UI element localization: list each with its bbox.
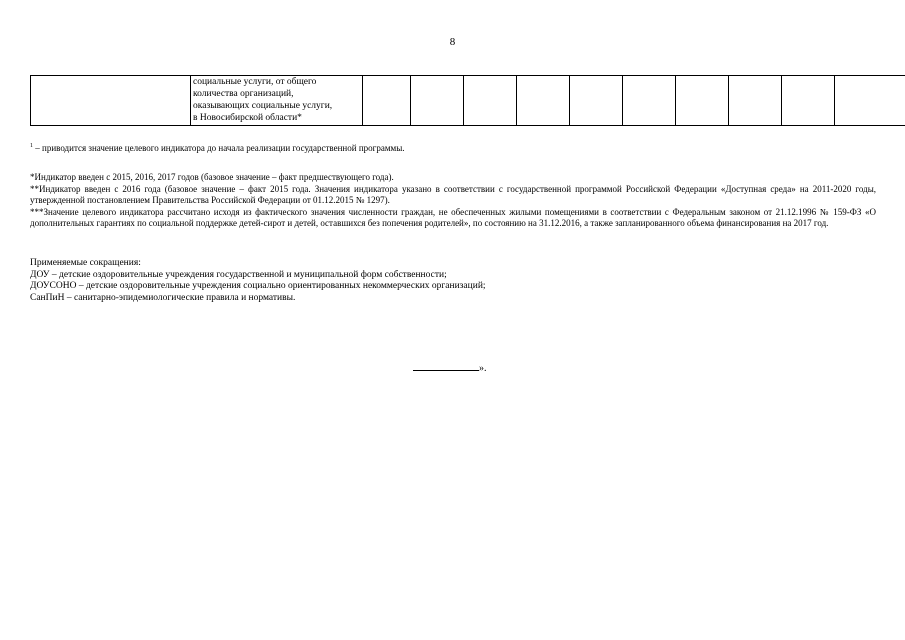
blank-line [413,361,479,371]
closing-mark [413,361,487,374]
abbreviations-heading: Применяемые сокращения: [30,258,141,268]
abbreviations-block [30,258,876,304]
indicator-line: в Новосибирской области* [193,113,302,123]
table-cell-value [782,76,835,126]
table-cell-value [570,76,623,126]
table-cell-indicator-name [191,76,363,126]
indicator-line: оказывающих социальные услуги, [193,101,333,111]
note-star-1: *Индикатор введен с 2015, 2016, 2017 годов (базовое значение – факт предшествующего года). [30,172,394,182]
note-star-3: ***Значение целевого индикатора рассчитано исходя из фактического значения численности граждан, не обеспеченных жилыми помещениями в соответствии с Федеральным законом от 21.12.1996 № 159-ФЗ «О дополнительных гарантиях по социальной поддержке детей-сирот и детей, оставшихся без попечения родителей», по состоянию на 31.12.2016, а также запланированного объема финансирования на 2017 год. [30,206,876,228]
table-row [31,76,905,126]
abbreviation-item: ДОУСОНО – детские оздоровительные учреждения социально ориентированных некоммерческих организаций; [30,281,486,291]
table-cell-value [676,76,729,126]
table-cell-value [517,76,570,126]
table-cell-value [464,76,517,126]
table-cell-value [835,76,905,126]
table-cell-number [31,76,191,126]
footnote-text: – приводится значение целевого индикатора до начала реализации государственной программы. [33,143,405,153]
abbreviation-item: ДОУ – детские оздоровительные учреждения государственной и муниципальной форм собственности; [30,269,447,280]
table-cell-value [411,76,464,126]
table-cell-value [729,76,782,126]
table-cell-value [623,76,676,126]
page-number: 8 [449,36,456,48]
abbreviation-item: СанПиН – санитарно-эпидемиологические правила и нормативы. [30,292,296,303]
indicator-line: социальные услуги, от общего [193,77,317,87]
closing-quote: ». [479,363,487,374]
footnote-marker: 1 [30,143,33,149]
indicator-notes [30,172,876,230]
table-cell-value [363,76,411,126]
footnote-1 [30,143,876,155]
note-star-2: **Индикатор введен с 2016 года (базовое значение – факт 2015 года. Значения индикатора указано в соответствии с государственной программой Российской Федерации «Доступная среда» на 2011-2020 годы, утвержденной постановлением Правительства Российской Федерации от 01.12.2015 № 1297). [30,183,876,205]
indicator-line: количества организаций, [193,89,294,99]
indicator-table [30,75,905,126]
